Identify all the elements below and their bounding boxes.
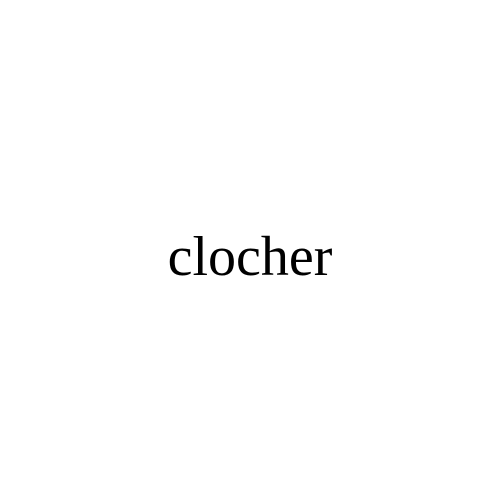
displayed-word: clocher (167, 226, 333, 288)
